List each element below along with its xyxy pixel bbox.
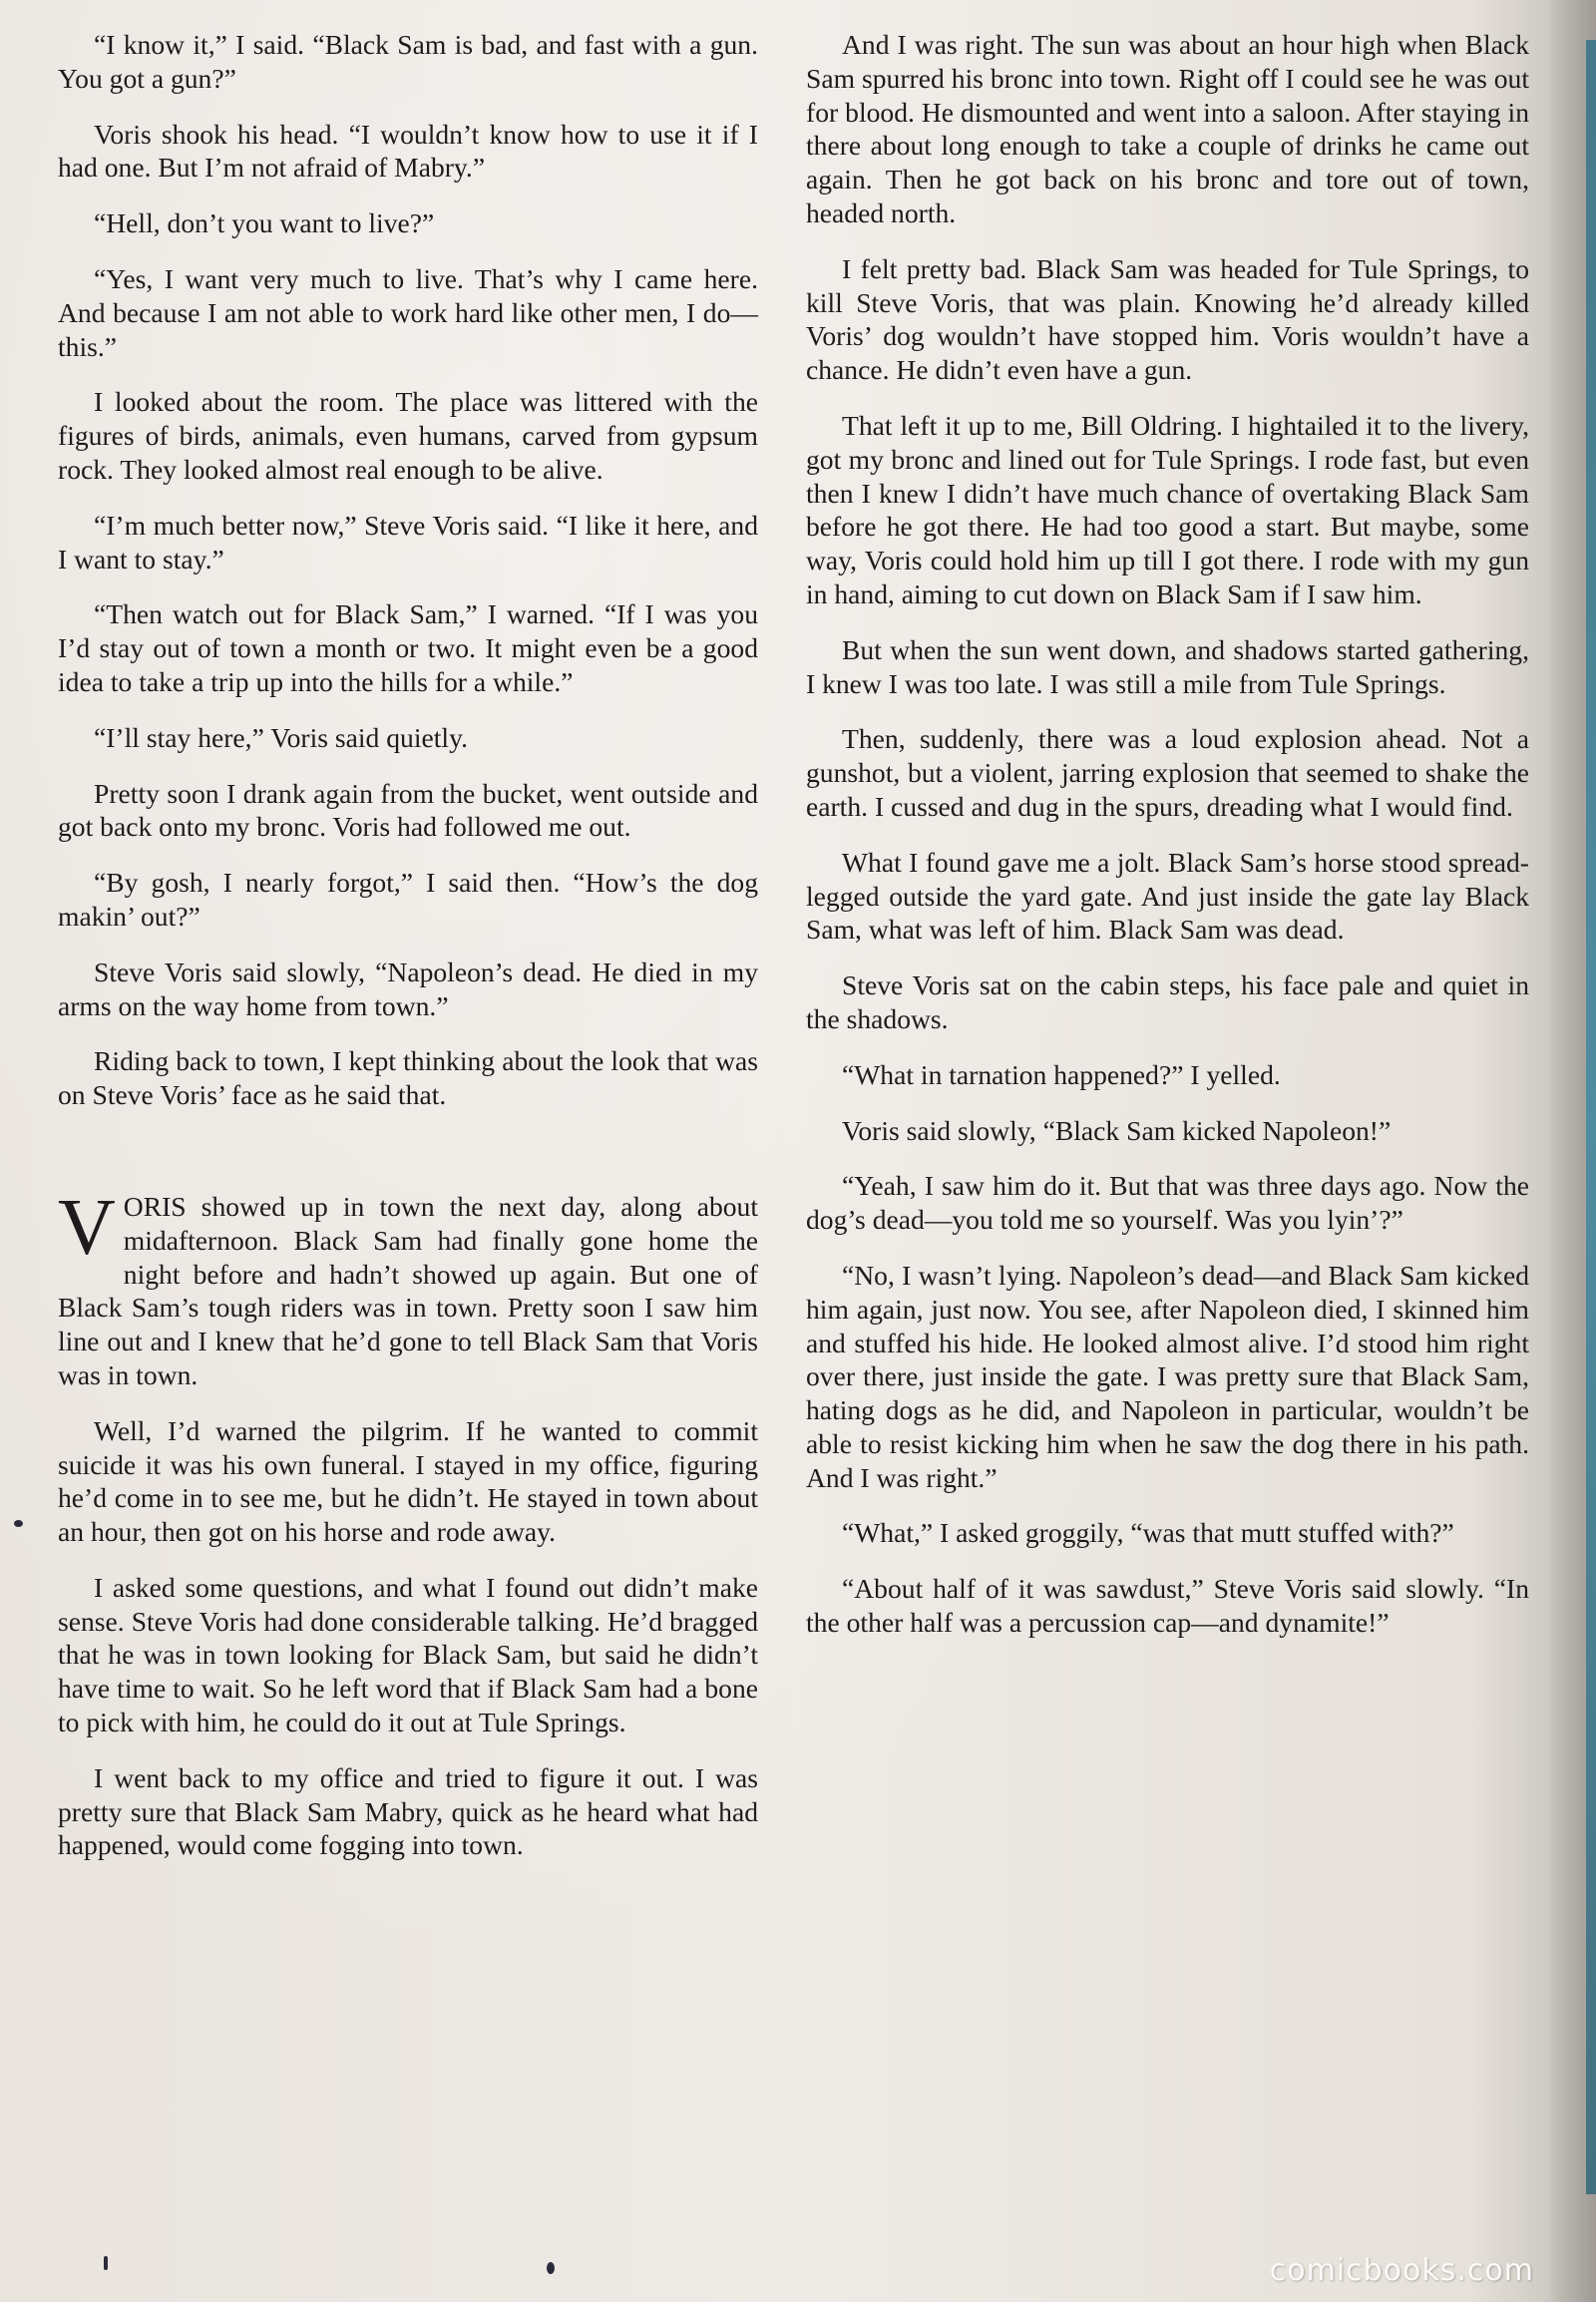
paragraph: I felt pretty bad. Black Sam was headed for Tule Springs, to kill Steve Voris, that was plain. Knowing he’d already killed Voris’ dog wouldn’t have stopped him. Voris wouldn’t have a chance. He didn’t even have a gun. — [806, 252, 1529, 386]
paragraph: “No, I wasn’t lying. Napoleon’s dead—and Black Sam kicked him again, just now. You see, after Napoleon died, I skinned him and stuffed his hide. He looked almost alive. I’d stood him right over there, just inside the gate. I was pretty sure that Black Sam, hating dogs as he did, and Napoleon in particular, wouldn’t be able to resist kicking him when he saw the dog there in his path. And I was right.” — [806, 1259, 1529, 1493]
paragraph: And I was right. The sun was about an hour high when Black Sam spurred his bronc into town. Right off I could see he was out for blood. He dismounted and went into a saloon. After staying in there about long enough to take a couple of drinks he came out again. Then he got back on his bronc and tore out of town, headed north. — [806, 29, 1529, 228]
paragraph: Riding back to town, I kept thinking about the look that was on Steve Voris’ face as he said that. — [58, 1045, 758, 1111]
section-opening-paragraph — [58, 1183, 758, 1392]
watermark-text: comicbooks.com — [1269, 2253, 1534, 2288]
paragraph: Well, I’d warned the pilgrim. If he wanted to commit suicide it was his own funeral. I stayed in my office, figuring he’d come in to see me, but he didn’t. He stayed in town about an hour, then got on his horse and rode away. — [58, 1414, 758, 1548]
paragraph: “I know it,” I said. “Black Sam is bad, and fast with a gun. You got a gun?” — [58, 29, 758, 94]
paragraph: Voris said slowly, “Black Sam kicked Napoleon!” — [842, 1114, 1392, 1146]
paragraph: Steve Voris said slowly, “Napoleon’s dead. He died in my arms on the way home from town.” — [58, 956, 758, 1021]
paragraph: “Hell, don’t you want to live?” — [94, 207, 435, 239]
paragraph: I asked some questions, and what I found out didn’t make sense. Steve Voris had done considerable talking. He’d bragged that he was in town looking for Black Sam, but said he didn’t have time to wait. So he left word that if Black Sam had a bone to pick with him, he could do it out at Tule Springs. — [58, 1571, 758, 1738]
section-opening-text: ORIS showed up in town the next day, along about midafternoon. Black Sam had finally gone home the night before and hadn’t showed up again. But one of Black Sam’s tough riders was in town. Pretty soon I saw him line out and I knew that he’d gone to tell Black Sam that Voris was in town. — [58, 1190, 758, 1390]
paragraph: I went back to my office and tried to figure it out. I was pretty sure that Black Sam Mabry, quick as he heard what had happened, would come fogging into town. — [58, 1761, 758, 1861]
paragraph: That left it up to me, Bill Oldring. I hightailed it to the livery, got my bronc and lined out for Tule Springs. I rode fast, but even then I knew I didn’t have much chance of overtaking Black Sam before he got there. He had too good a start. But maybe, some way, Voris could hold him up till I got there. I rode with my gun in hand, aiming to cut down on Black Sam if I saw him. — [806, 409, 1529, 609]
print-speck — [104, 2256, 108, 2270]
paragraph: What I found gave me a jolt. Black Sam’s horse stood spread-legged outside the yard gate. And just inside the gate lay Black Sam, what was left of him. Black Sam was dead. — [806, 846, 1529, 946]
print-speck — [14, 1520, 23, 1527]
paragraph: “Yes, I want very much to live. That’s why I came here. And because I am not able to work hard like other men, I do—this.” — [58, 262, 758, 362]
print-speck — [547, 2262, 555, 2274]
paragraph: “About half of it was sawdust,” Steve Voris said slowly. “In the other half was a percussion cap—and dynamite!” — [806, 1573, 1529, 1639]
paragraph: Steve Voris sat on the cabin steps, his face pale and quiet in the shadows. — [806, 969, 1529, 1034]
paragraph: “I’m much better now,” Steve Voris said. “I like it here, and I want to stay.” — [58, 509, 758, 575]
paragraph: Then, suddenly, there was a loud explosion ahead. Not a gunshot, but a violent, jarring explosion that seemed to shake the earth. I cussed and dug in the spurs, dreading what I would find. — [806, 723, 1529, 822]
paragraph: “Then watch out for Black Sam,” I warned. “If I was you I’d stay out of town a month or two. It might even be a good idea to take a trip up into the hills for a while.” — [58, 598, 758, 697]
paragraph: “I’ll stay here,” Voris said quietly. — [94, 721, 468, 753]
paragraph: “By gosh, I nearly forgot,” I said then. “How’s the dog makin’ out?” — [58, 867, 758, 932]
paragraph: I looked about the room. The place was littered with the figures of birds, animals, even humans, carved from gypsum rock. They looked almost real enough to be alive. — [58, 386, 758, 485]
left-text-column — [58, 28, 758, 1884]
drop-cap: V — [58, 1183, 116, 1272]
paragraph: “Yeah, I saw him do it. But that was three days ago. Now the dog’s dead—you told me so yourself. Was you lyin’?” — [806, 1170, 1529, 1236]
paragraph: Voris shook his head. “I wouldn’t know how to use it if I had one. But I’m not afraid of Mabry.” — [58, 118, 758, 184]
paragraph: “What,” I asked groggily, “was that mutt stuffed with?” — [842, 1517, 1454, 1549]
paragraph: “What in tarnation happened?” I yelled. — [842, 1058, 1281, 1090]
section-break — [58, 1134, 758, 1190]
spine-color-band — [1586, 40, 1596, 2194]
paragraph: Pretty soon I drank again from the bucket, went outside and got back onto my bronc. Voris had followed me out. — [58, 777, 758, 843]
right-text-column — [806, 28, 1529, 1662]
paragraph: But when the sun went down, and shadows started gathering, I knew I was too late. I was still a mile from Tule Springs. — [806, 633, 1529, 699]
